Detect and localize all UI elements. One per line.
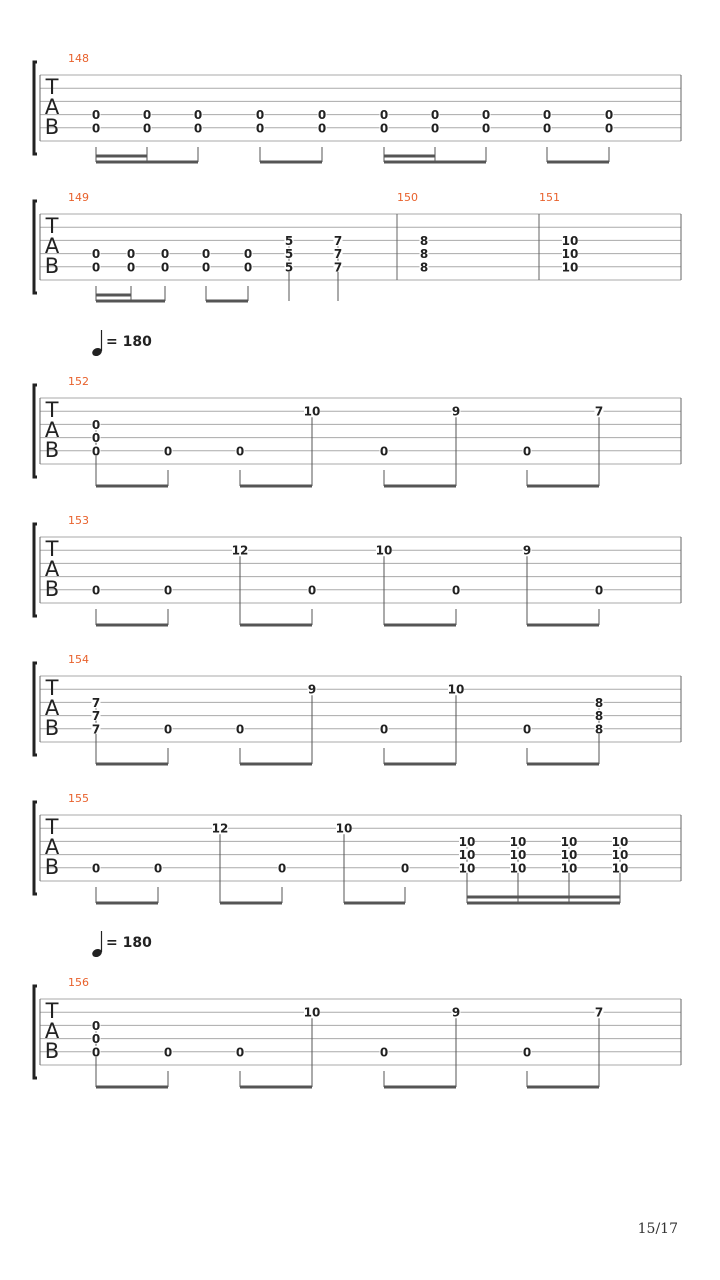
fret-number: 5 — [284, 260, 294, 275]
measure-number: 156 — [68, 976, 89, 989]
fret-number: 0 — [379, 1045, 389, 1060]
system-bracket — [34, 62, 37, 154]
tab-clef-letter: T — [45, 815, 59, 839]
measure-number: 153 — [68, 514, 89, 527]
fret-number: 0 — [522, 444, 532, 459]
fret-number: 0 — [193, 121, 203, 136]
fret-number: 7 — [333, 233, 343, 248]
system-bracket — [34, 986, 37, 1078]
fret-number: 7 — [594, 1005, 604, 1020]
fret-number: 10 — [561, 247, 579, 262]
fret-number: 5 — [284, 247, 294, 262]
fret-number: 0 — [91, 1032, 101, 1047]
fret-number: 0 — [451, 583, 461, 598]
measure-number: 154 — [68, 653, 89, 666]
fret-number: 0 — [91, 417, 101, 432]
fret-number: 0 — [91, 121, 101, 136]
fret-number: 0 — [430, 108, 440, 123]
fret-number: 0 — [126, 247, 136, 262]
fret-number: 0 — [379, 444, 389, 459]
note-beam — [527, 624, 599, 627]
note-beam — [384, 161, 486, 164]
tab-clef-letter: B — [44, 1039, 60, 1063]
fret-number: 10 — [458, 848, 476, 863]
fret-number: 0 — [163, 1045, 173, 1060]
fret-number: 9 — [307, 682, 317, 697]
fret-number: 0 — [235, 1045, 245, 1060]
fret-number: 0 — [160, 260, 170, 275]
note-beam — [240, 485, 312, 488]
note-beam — [96, 624, 168, 627]
fret-number: 0 — [193, 108, 203, 123]
fret-number: 0 — [160, 247, 170, 262]
fret-number: 0 — [542, 108, 552, 123]
fret-number: 5 — [284, 233, 294, 248]
note-beam — [384, 763, 456, 766]
fret-number: 9 — [451, 1005, 461, 1020]
fret-number: 0 — [201, 260, 211, 275]
system-bracket — [34, 802, 37, 894]
tab-clef-letter: B — [44, 254, 60, 278]
fret-number: 7 — [333, 247, 343, 262]
tab-clef-letter: T — [45, 75, 59, 99]
fret-number: 0 — [91, 260, 101, 275]
fret-number: 0 — [142, 108, 152, 123]
fret-number: 10 — [375, 543, 393, 558]
measure-number: 152 — [68, 375, 89, 388]
fret-number: 0 — [163, 722, 173, 737]
tab-system — [34, 514, 681, 627]
tab-clef-letter: A — [44, 696, 60, 720]
tab-clef-letter: B — [44, 115, 60, 139]
fret-number: 10 — [303, 1005, 321, 1020]
tab-clef-letter: A — [44, 95, 60, 119]
fret-number: 0 — [91, 108, 101, 123]
fret-number: 0 — [255, 108, 265, 123]
fret-number: 10 — [458, 861, 476, 876]
tab-clef-letter: B — [44, 716, 60, 740]
system-bracket — [34, 663, 37, 755]
tab-system — [34, 792, 681, 905]
fret-number: 7 — [91, 695, 101, 710]
fret-number: 9 — [522, 543, 532, 558]
fret-number: 0 — [400, 861, 410, 876]
fret-number: 7 — [594, 404, 604, 419]
fret-number: 0 — [126, 260, 136, 275]
fret-number: 10 — [509, 861, 527, 876]
system-bracket — [34, 385, 37, 477]
tempo-marking: = 180 — [106, 334, 152, 350]
fret-number: 8 — [594, 709, 604, 724]
fret-number: 0 — [522, 1045, 532, 1060]
tab-system — [34, 931, 681, 1089]
fret-number: 10 — [458, 834, 476, 849]
fret-number: 0 — [430, 121, 440, 136]
fret-number: 10 — [561, 233, 579, 248]
note-beam — [384, 1086, 456, 1089]
tempo-marking: = 180 — [106, 935, 152, 951]
fret-number: 0 — [91, 444, 101, 459]
fret-number: 10 — [335, 821, 353, 836]
fret-number: 0 — [163, 583, 173, 598]
fret-number: 0 — [91, 247, 101, 262]
fret-number: 9 — [451, 404, 461, 419]
fret-number: 10 — [509, 834, 527, 849]
fret-number: 12 — [231, 543, 249, 558]
page-number: 15/17 — [637, 1221, 678, 1237]
system-bracket — [34, 201, 37, 293]
fret-number: 0 — [235, 444, 245, 459]
fret-number: 0 — [91, 1018, 101, 1033]
measure-number: 155 — [68, 792, 89, 805]
fret-number: 0 — [604, 108, 614, 123]
tab-clef-letter: T — [45, 214, 59, 238]
note-beam — [96, 485, 168, 488]
note-beam — [260, 161, 322, 164]
fret-number: 10 — [509, 848, 527, 863]
tab-clef-letter: T — [45, 676, 59, 700]
tab-clef-letter: T — [45, 537, 59, 561]
fret-number: 0 — [91, 861, 101, 876]
fret-number: 10 — [560, 834, 578, 849]
fret-number: 7 — [333, 260, 343, 275]
note-beam — [96, 902, 158, 905]
tab-clef-letter: B — [44, 438, 60, 462]
note-beam — [384, 485, 456, 488]
note-beam — [240, 763, 312, 766]
measure-number: 150 — [397, 191, 418, 204]
note-beam — [96, 294, 131, 297]
fret-number: 12 — [211, 821, 229, 836]
note-beam — [527, 485, 599, 488]
fret-number: 0 — [243, 247, 253, 262]
fret-number: 8 — [594, 695, 604, 710]
tab-system — [34, 191, 681, 303]
fret-number: 10 — [611, 861, 629, 876]
fret-number: 7 — [91, 709, 101, 724]
fret-number: 0 — [317, 108, 327, 123]
fret-number: 0 — [604, 121, 614, 136]
fret-number: 0 — [307, 583, 317, 598]
note-beam — [240, 1086, 312, 1089]
note-beam — [96, 763, 168, 766]
fret-number: 10 — [611, 834, 629, 849]
tab-clef-letter: T — [45, 999, 59, 1023]
tab-clef-letter: A — [44, 234, 60, 258]
fret-number: 0 — [542, 121, 552, 136]
system-bracket — [34, 524, 37, 616]
fret-number: 10 — [611, 848, 629, 863]
note-beam — [384, 155, 435, 158]
fret-number: 10 — [560, 861, 578, 876]
fret-number: 0 — [594, 583, 604, 598]
tab-clef-letter: A — [44, 557, 60, 581]
fret-number: 0 — [91, 1045, 101, 1060]
note-beam — [96, 1086, 168, 1089]
tab-system — [34, 52, 681, 164]
fret-number: 10 — [561, 260, 579, 275]
note-beam — [467, 902, 620, 905]
note-beam — [467, 896, 620, 899]
fret-number: 10 — [560, 848, 578, 863]
fret-number: 0 — [255, 121, 265, 136]
note-beam — [220, 902, 282, 905]
fret-number: 0 — [235, 722, 245, 737]
note-beam — [240, 624, 312, 627]
tab-clef-letter: T — [45, 398, 59, 422]
fret-number: 8 — [594, 722, 604, 737]
fret-number: 10 — [303, 404, 321, 419]
fret-number: 0 — [379, 108, 389, 123]
tab-clef-letter: B — [44, 855, 60, 879]
fret-number: 0 — [142, 121, 152, 136]
fret-number: 8 — [419, 247, 429, 262]
note-beam — [527, 763, 599, 766]
tab-clef-letter: A — [44, 1019, 60, 1043]
fret-number: 0 — [163, 444, 173, 459]
measure-number: 148 — [68, 52, 89, 65]
tab-system — [34, 330, 681, 488]
note-beam — [547, 161, 609, 164]
tab-clef-letter: B — [44, 577, 60, 601]
fret-number: 0 — [277, 861, 287, 876]
fret-number: 0 — [91, 431, 101, 446]
note-beam — [344, 902, 405, 905]
tab-clef-letter: A — [44, 835, 60, 859]
fret-number: 0 — [379, 722, 389, 737]
fret-number: 0 — [481, 121, 491, 136]
fret-number: 7 — [91, 722, 101, 737]
note-beam — [384, 624, 456, 627]
fret-number: 0 — [91, 583, 101, 598]
measure-number: 149 — [68, 191, 89, 204]
fret-number: 0 — [379, 121, 389, 136]
fret-number: 10 — [447, 682, 465, 697]
note-beam — [96, 300, 165, 303]
note-beam — [206, 300, 248, 303]
note-beam — [96, 161, 198, 164]
fret-number: 8 — [419, 260, 429, 275]
tab-system — [34, 653, 681, 766]
fret-number: 0 — [522, 722, 532, 737]
fret-number: 0 — [243, 260, 253, 275]
fret-number: 0 — [153, 861, 163, 876]
note-beam — [96, 155, 147, 158]
fret-number: 0 — [201, 247, 211, 262]
measure-number: 151 — [539, 191, 560, 204]
fret-number: 0 — [481, 108, 491, 123]
note-beam — [527, 1086, 599, 1089]
fret-number: 8 — [419, 233, 429, 248]
tab-clef-letter: A — [44, 418, 60, 442]
fret-number: 0 — [317, 121, 327, 136]
